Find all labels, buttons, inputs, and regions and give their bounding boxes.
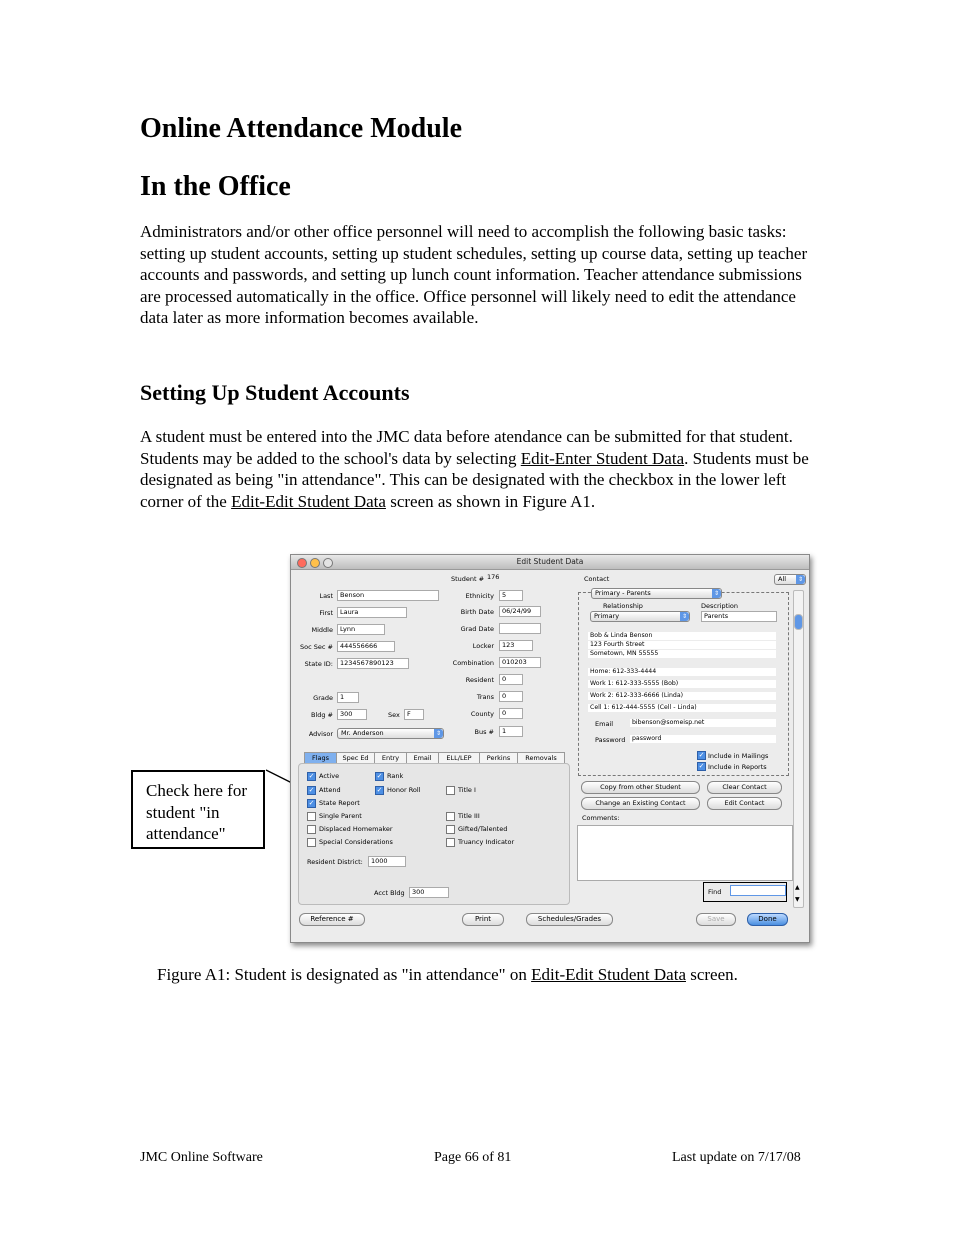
contact-filter-arrow-icon: ⇕	[797, 576, 804, 583]
label-advisor: Advisor	[308, 730, 333, 738]
checkbox-label-special-considerations: Special Considerations	[319, 838, 393, 846]
scroll-up-arrow-icon[interactable]: ▲	[795, 884, 800, 891]
include-mailings-label: Include in Mailings	[708, 752, 769, 760]
tab-perkins[interactable]: Perkins	[479, 752, 518, 764]
checkbox-rank[interactable]: ✓	[376, 772, 383, 780]
tab-spec-ed[interactable]: Spec Ed	[336, 752, 375, 764]
footer-left: JMC Online Software	[140, 1150, 263, 1165]
resident-district-label: Resident District:	[307, 858, 363, 866]
label-bus-: Bus #	[474, 728, 494, 736]
section-title-office: In the Office	[140, 171, 291, 202]
setup-text-3: screen as shown in Figure A1.	[385, 491, 596, 511]
address-line: Bob & Linda Benson	[588, 632, 776, 640]
phone-line: Cell 1: 612-444-5555 (Cell - Linda)	[588, 704, 776, 712]
contact-button-copy-from-other-student[interactable]: Copy from other Student	[581, 781, 700, 794]
email-label: Email	[595, 720, 614, 728]
contact-filter-select[interactable]: All ⇕	[774, 574, 806, 585]
label-resident: Resident	[465, 676, 494, 684]
caption-text-2: screen.	[685, 965, 738, 984]
comments-field[interactable]	[577, 825, 793, 881]
find-field[interactable]	[730, 885, 786, 896]
contact-select[interactable]: Primary - Parents ⇕	[591, 588, 722, 599]
resident-district-field[interactable]: 1000	[368, 856, 406, 867]
checkbox-label-honor-roll: Honor Roll	[387, 786, 421, 794]
password-label: Password	[595, 736, 626, 744]
window-titlebar	[291, 555, 809, 570]
checkbox-single-parent[interactable]	[307, 812, 316, 821]
contact-label: Contact	[584, 575, 610, 583]
print-button[interactable]: Print	[462, 913, 504, 926]
contact-button-change-an-existing-contact[interactable]: Change an Existing Contact	[581, 797, 700, 810]
field-grad-date[interactable]	[499, 623, 541, 634]
field-grade[interactable]: 1	[337, 692, 359, 703]
label-grad-date: Grad Date	[460, 625, 494, 633]
label-grade: Grade	[313, 694, 333, 702]
include-reports-checkbox[interactable]: ✓	[698, 762, 705, 770]
caption-text-1: Figure A1: Student is designated as "in attendance" on	[157, 965, 532, 984]
advisor-select-arrow-icon: ⇕	[435, 730, 442, 737]
field-last[interactable]: Benson	[337, 590, 439, 601]
label-birth-date: Birth Date	[460, 608, 494, 616]
scroll-down-arrow-icon[interactable]: ▼	[795, 896, 800, 903]
footer-right: Last update on 7/17/08	[672, 1150, 801, 1165]
address-line: Sometown, MN 55555	[588, 650, 776, 658]
scrollbar[interactable]	[793, 590, 804, 908]
label-middle: Middle	[311, 626, 333, 634]
checkbox-honor-roll[interactable]: ✓	[376, 786, 383, 794]
checkbox-title-i[interactable]	[446, 786, 455, 795]
phone-line: Work 2: 612-333-6666 (Linda)	[588, 692, 776, 700]
contact-select-arrow-icon: ⇕	[713, 590, 720, 597]
checkbox-truancy-indicator[interactable]	[446, 838, 455, 847]
tab-removals[interactable]: Removals	[517, 752, 565, 764]
phone-line: Home: 612-333-4444	[588, 668, 776, 676]
relationship-select[interactable]: Primary ⇕	[590, 611, 690, 622]
include-reports-label: Include in Reports	[708, 763, 767, 771]
checkbox-label-title-iii: Title III	[458, 812, 480, 820]
find-label: Find	[708, 888, 722, 896]
intro-paragraph: Administrators and/or other office personnel will need to accomplish the following basic tasks: setting up student accounts, setting up student schedules, setting up course data, setting up teacher accounts and passwords, and setting up lunch count information. Teacher attendance submissions are processed automatically in the office. Office personnel will likely need to edit the attendance data later as more information becomes available.	[140, 222, 808, 327]
section-heading-setup: Setting Up Student Accounts	[140, 380, 410, 405]
label-ethnicity: Ethnicity	[465, 592, 494, 600]
advisor-select[interactable]: Mr. Anderson ⇕	[337, 728, 444, 739]
field-middle[interactable]: Lynn	[337, 624, 385, 635]
contact-button-edit-contact[interactable]: Edit Contact	[707, 797, 782, 810]
student-number-label: Student #	[451, 575, 485, 583]
label-trans: Trans	[476, 693, 494, 701]
tab-flags[interactable]: Flags	[304, 752, 337, 764]
footer-center: Page 66 of 81	[434, 1150, 512, 1165]
include-mailings-checkbox[interactable]: ✓	[698, 751, 705, 759]
relationship-arrow-icon: ⇕	[681, 613, 688, 620]
checkbox-label-single-parent: Single Parent	[319, 812, 362, 820]
field-bldg-[interactable]: 300	[337, 709, 367, 720]
tab-email[interactable]: Email	[406, 752, 439, 764]
checkbox-displaced-homemaker[interactable]	[307, 825, 316, 834]
done-button[interactable]: Done	[747, 913, 788, 926]
student-number-field: 176	[485, 573, 547, 582]
checkbox-label-active: Active	[319, 772, 340, 780]
checkbox-label-state-report: State Report	[319, 799, 360, 807]
setup-paragraph	[140, 426, 820, 512]
checkbox-special-considerations[interactable]	[307, 838, 316, 847]
checkbox-label-displaced-homemaker: Displaced Homemaker	[319, 825, 393, 833]
checkbox-label-rank: Rank	[387, 772, 404, 780]
caption-link[interactable]: Edit-Edit Student Data	[531, 965, 686, 984]
figure-caption	[157, 965, 738, 985]
field-birth-date[interactable]: 06/24/99	[499, 606, 541, 617]
link-enter-student-data[interactable]: Edit-Enter Student Data	[520, 448, 685, 468]
page-title: Online Attendance Module	[140, 113, 463, 144]
description-label: Description	[701, 602, 739, 610]
field-soc-sec-[interactable]: 444556666	[337, 641, 395, 652]
field-ethnicity[interactable]: 5	[499, 590, 523, 601]
field-bus-[interactable]: 1	[499, 726, 523, 737]
description-field[interactable]: Parents	[701, 611, 777, 622]
reference-button[interactable]: Reference #	[299, 913, 365, 926]
checkbox-title-iii[interactable]	[446, 812, 455, 821]
label-first: First	[319, 609, 333, 617]
tab-entry[interactable]: Entry	[374, 752, 407, 764]
field-combination[interactable]: 010203	[499, 657, 541, 668]
relationship-label: Relationship	[603, 602, 643, 610]
setup-text-1: A student must be entered into the JMC data before atendance can be submitted for that student. Students may be added to the school's data by selecting	[140, 427, 793, 468]
label-soc-sec-: Soc Sec #	[300, 643, 333, 651]
label-bldg-: Bldg #	[310, 711, 333, 719]
acct-bldg-field[interactable]: 300	[409, 887, 449, 898]
address-line: 123 Fourth Street	[588, 641, 776, 649]
tab-ell-lep[interactable]: ELL/LEP	[438, 752, 480, 764]
field-trans[interactable]: 0	[499, 691, 523, 702]
save-button[interactable]: Save	[696, 913, 736, 926]
label-combination: Combination	[452, 659, 494, 667]
checkbox-label-title-i: Title I	[458, 786, 476, 794]
sex-label: Sex	[388, 711, 400, 719]
field-state-id-[interactable]: 1234567890123	[337, 658, 409, 669]
email-field[interactable]: bibenson@someisp.net	[630, 719, 776, 727]
setup-text-2: . Students must be designated as being "in attendance". This can be designated with the checkbox in the lower left corner of the	[140, 448, 809, 511]
checkbox-active[interactable]: ✓	[308, 772, 315, 780]
password-field[interactable]: password	[630, 735, 776, 743]
checkbox-label-attend: Attend	[319, 786, 341, 794]
label-last: Last	[319, 592, 333, 600]
sex-field[interactable]: F	[404, 709, 424, 720]
comments-label: Comments:	[582, 814, 620, 822]
schedules-grades-button[interactable]: Schedules/Grades	[526, 913, 613, 926]
flags-panel	[298, 763, 570, 905]
label-locker: Locker	[472, 642, 494, 650]
checkbox-label-truancy-indicator: Truancy Indicator	[458, 838, 515, 846]
phone-line: Work 1: 612-333-5555 (Bob)	[588, 680, 776, 688]
window-title: Edit Student Data	[516, 557, 584, 566]
checkbox-label-gifted-talented: Gifted/Talented	[458, 825, 508, 833]
field-resident[interactable]: 0	[499, 674, 523, 685]
checkbox-attend[interactable]: ✓	[308, 786, 315, 794]
label-county: County	[470, 710, 494, 718]
scroll-thumb[interactable]	[794, 614, 803, 630]
field-county[interactable]: 0	[499, 708, 523, 719]
acct-bldg-label: Acct Bldg	[374, 889, 405, 897]
label-state-id-: State ID:	[304, 660, 333, 668]
callout-box: Check here for student "in attendance"	[131, 770, 265, 849]
link-edit-student-data[interactable]: Edit-Edit Student Data	[231, 491, 386, 511]
contact-button-clear-contact[interactable]: Clear Contact	[707, 781, 782, 794]
checkbox-state-report[interactable]: ✓	[308, 799, 315, 807]
checkbox-gifted-talented[interactable]	[446, 825, 455, 834]
field-first[interactable]: Laura	[337, 607, 407, 618]
field-locker[interactable]: 123	[499, 640, 533, 651]
